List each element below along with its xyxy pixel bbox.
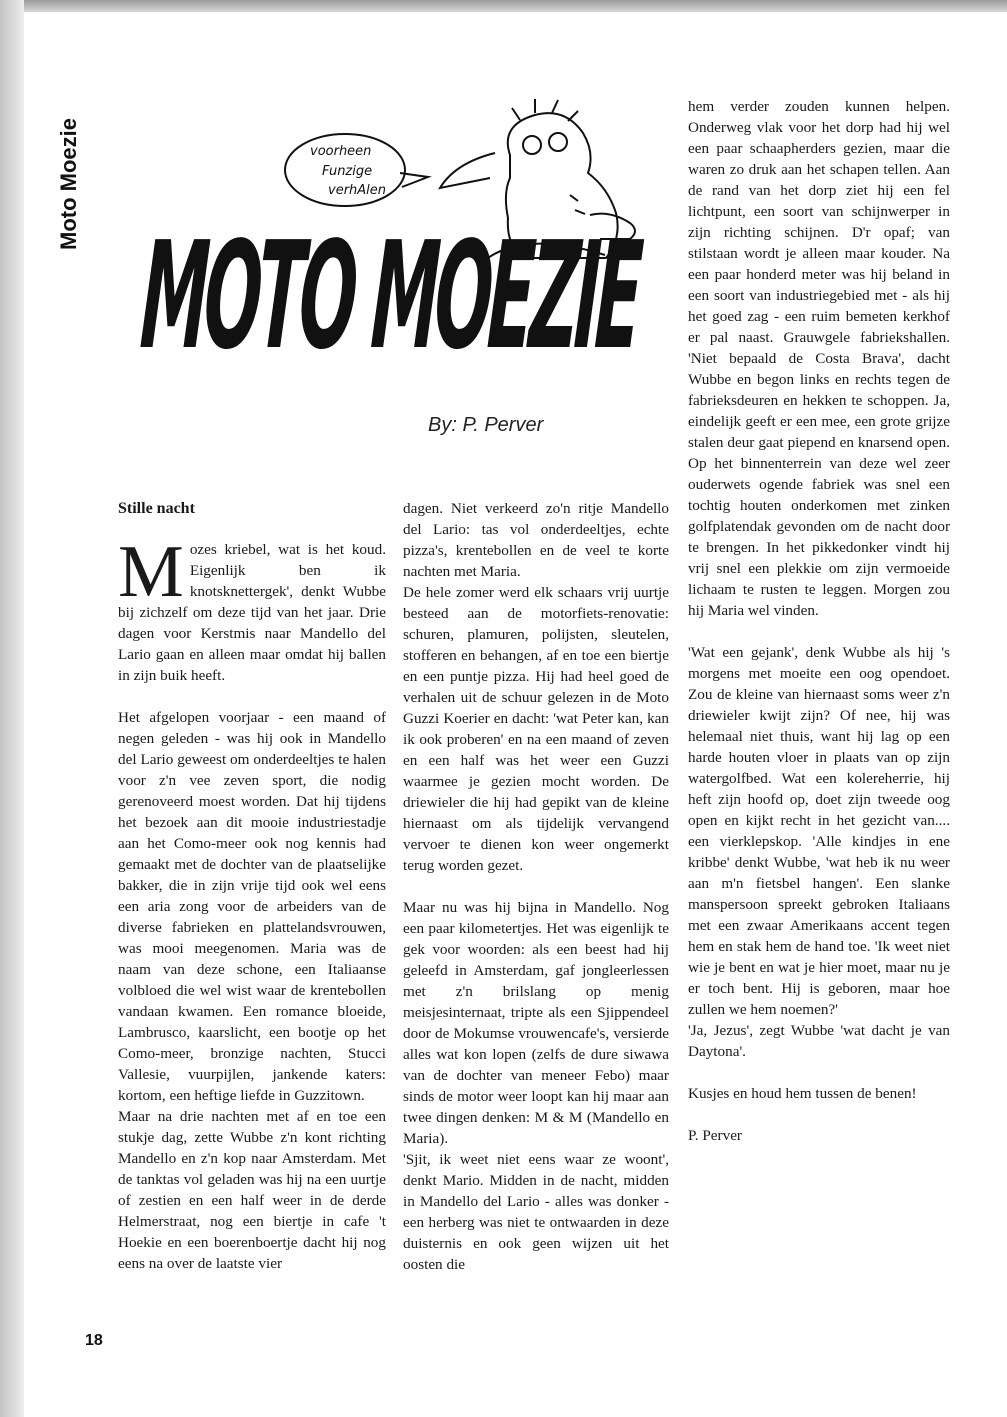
logo-title: MOTO MOEZIE [137, 210, 642, 382]
paragraph: dagen. Niet verkeerd zo'n ritje Mandello del Lario: tas vol onderdeeltjes, echte pizza's, krentebollen en de veel te korte nachten met Maria. [403, 500, 669, 580]
byline: By: P. Perver [428, 414, 544, 436]
paragraph: Maar nu was hij bijna in Mandello. Nog een paar kilometertjes. Het was eigenlijk te gek voor woorden: als een beest had hij geleefd in Amsterdam, gaf jongleerlessen met z'n brilslang op menig meisjesinternaat, tripte als een Sjippendeel door de Mokumse vrouwencafe's, versierde alles wat kon lopen (zelfs de dure siwawa van de dochter van meneer Febo) maar sinds de motor weer loopt kan hij maar aan twee dingen denken: M & M (Mandello en Maria). [403, 899, 669, 1147]
paragraph: Maar na drie nachten met af en toe een stukje dag, zette Wubbe z'n kont richting Mandello en z'n kop naar Amsterdam. Met de tanktas vol geladen was hij na een uurtje of zestien en een half weer in de derde Helmerstraat, nog een biertje in cafe 't Hoekie en een boerenboertje dacht hij nog eens na over de laatste vier [118, 1108, 386, 1272]
article-column-1 [118, 498, 386, 1274]
paragraph: 'Wat een gejank', denk Wubbe als hij 's morgens met moeite een oog opendoet. Zou de kleine van hiernaast soms weer z'n driewieler kwijt zijn? Of nee, hij was helemaal niet thuis, want hij lag op een harde houten vloer in plaats van op zijn watergolfbed. Wat een kolereherrie, hij heft zijn hoofd op, doet zijn tweede oog open en kijkt recht in het gezicht van.... een vierklepskop. 'Alle kindjes in ene kribbe' denkt Wubbe, 'wat heb ik nu weer aan m'n fietsbel hangen'. Een slanke manspersoon spreekt gebroken Italiaans met een zwaar Amerikaans accent tegen hem en stak hem de hand toe. 'Ik weet niet wie je bent en wat je hier moet, maar nu je er toch bent. Hij is geboren, maar hoe zullen we hem noemen?' [688, 644, 950, 1018]
bubble-line-1: voorheen [310, 144, 372, 159]
bubble-line-3: verhAlen [328, 183, 387, 198]
paragraph: Het afgelopen voorjaar - een maand of negen geleden - was hij ook in Mandello del Lario geweest om onderdeeltjes te halen voor z'n vee zeven sport, die nodig gerenoveerd moest worden. Dat hij tijdens het bezoek aan dit mooie industriestadje aan het Como-meer ook nog kennis had gemaakt met de dochter van de plaatselijke bakker, die in zijn vrije tijd ook wel eens een aria zong voor de arbeiders van de diverse fabrieken en plattelandsvrouwen, was mooi meegenomen. Maria was de naam van deze schone, een Italiaanse volbloed die wel wist waar de krentebollen vandaan kwamen. Een romance bloeide, Lambrusco, kaarslicht, een bootje op het Como-meer, bronzige nachten, Stucci Vallesie, vuurpijlen, jankende katers: kortom, een heftige liefde in Guzzitown. [118, 709, 386, 1104]
paragraph: hem verder zouden kunnen helpen. Onderweg vlak voor het dorp had hij wel een paar schaapherders gezien, maar die waren zo druk aan het schapen tellen. Aan de rand van het dorp ziet hij een fel lichtpunt, een soort van schijnwerper in zijn richting schijnen. D'r opaf; van stilstaan wordt je alleen maar kouder. Na een paar honderd meter was hij beland in een soort van industriegebied met - als hij het goed zag - een ruim bemeten kerkhof er pal naast. Grauwgele fabriekshallen. 'Niet bepaald de Costa Brava', dacht Wubbe en begon links en rechts tegen de fabrieksdeuren en hekken te schoppen. Ja, eindelijk geeft er een mee, een grote grijze stalen deur gaat piepend en knarsend open. Op het binnenterrein van deze wel zeer ouderwets ogende fabriek was snel een tochtig houten onderkomen met zinken golfplatendak gevonden om de nacht door te brengen. In het pikkedonker vindt hij vrij snel een plekkie om zijn vermoeide lichaam te rusten te leggen. Morgen zou hij Maria wel vinden. [688, 98, 950, 619]
paragraph: Mozes kriebel, wat is het koud. Eigenlijk ben ik knotsknettergek', denkt Wubbe bij zichzelf om deze tijd van het jaar. Drie dagen voor Kerstmis naar Mandello del Lario gaan en alleen maar omdat hij ballen in zijn buik heeft. [118, 531, 386, 684]
bubble-line-2: Funzige [322, 164, 373, 179]
paragraph: 'Ja, Jezus', zegt Wubbe 'wat dacht je van Daytona'. [688, 1022, 950, 1060]
article-column-2 [403, 498, 669, 1275]
scan-shadow-left [0, 0, 24, 1417]
paragraph: 'Sjit, ik weet niet eens waar ze woont', denkt Mario. Midden in de nacht, midden in Mandello del Lario - alles was donker - een herberg was niet te ontwaarden in deze duisternis en ook geen wijzen uit het oosten die [403, 1151, 669, 1273]
paragraph: Kusjes en houd hem tussen de benen! [688, 1085, 917, 1102]
signature: P. Perver [688, 1127, 742, 1144]
logo-block [137, 210, 665, 412]
paragraph: De hele zomer werd elk schaars vrij uurtje besteed aan de motorfiets-renovatie: schuren, plamuren, polijsten, sleutelen, stofferen en behangen, af en toe een biertje en een puntje pizza. Hij had heel goed de verhalen uit de schuur gelezen in de Moto Guzzi Koerier en dacht: 'wat Peter kan, kan ik ook proberen' en na een maand of zeven en een half was het weer een Guzzi waarmee je gezien mocht worden. De driewieler die hij had gepikt van de kleine hiernaast om als tijdelijk vervangend vervoer te dienen kon weer ongemerkt terug worden gezet. [403, 584, 669, 874]
scan-shadow-top [0, 0, 1007, 12]
page-number: 18 [85, 1332, 103, 1349]
article-heading: Stille nacht [118, 500, 195, 517]
article-column-3 [688, 96, 950, 1146]
section-title: Moto Moezie [56, 118, 81, 250]
dropcap: M [118, 531, 184, 613]
